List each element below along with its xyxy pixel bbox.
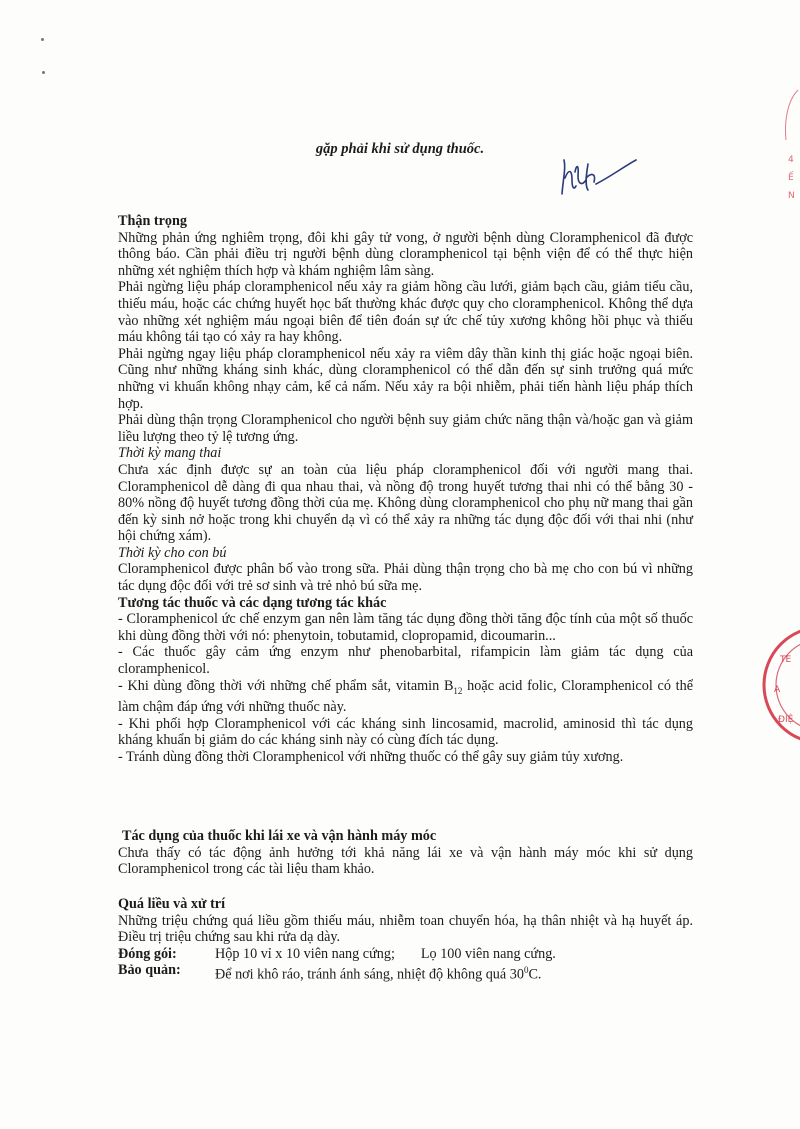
paragraph: Cloramphenicol được phân bố vào trong sữa. Phải dùng thận trọng cho bà mẹ cho con bú vì những tác dụng độc đối với trẻ sơ sinh và trẻ nhỏ bú sữa mẹ. bbox=[118, 561, 693, 595]
svg-text:TE: TE bbox=[780, 655, 792, 665]
list-item bbox=[118, 678, 693, 716]
bao-quan-label: Bảo quản: bbox=[118, 962, 181, 979]
bao-quan-row bbox=[118, 962, 693, 983]
paragraph: Phải ngừng liệu pháp cloramphenicol nếu xảy ra giảm hồng cầu lưới, giảm bạch cầu, giảm tiểu cầu, thiếu máu, hoặc các chứng huyết học bất thường khác được quy cho cloramphenicol. Không thể dựa vào những xét nghiệm máu ngoại biên để tiên đoán sự ức chế tủy xương không hồi phục và thiếu máu không tái tạo có xảy ra hay không. bbox=[118, 279, 693, 346]
list-item-text: - Khi dùng đồng thời với những chế phẩm sắt, vitamin B bbox=[118, 677, 454, 694]
paragraph: Những triệu chứng quá liều gồm thiếu máu, nhiễm toan chuyển hóa, hạ thân nhiệt và hạ huyết áp. Điều trị triệu chứng sau khi rửa dạ dày. bbox=[118, 912, 693, 946]
list-item-text: hoặc acid folic, Cloramphenicol có thể làm chậm đáp ứng với những thuốc này. bbox=[118, 677, 693, 716]
subscript: 12 bbox=[453, 685, 463, 696]
section-title: Tương tác thuốc và các dạng tương tác khác bbox=[118, 594, 387, 611]
list-item: - Khi phối hợp Cloramphenicol với các kháng sinh lincosamid, macrolid, aminosid thì tác dụng kháng khuẩn bị giảm do các kháng sinh này có cùng đích tác dụng. bbox=[118, 715, 693, 749]
svg-text:N: N bbox=[788, 191, 795, 201]
dong-goi-row bbox=[118, 946, 693, 963]
dong-goi-value bbox=[215, 946, 556, 963]
scan-speck bbox=[42, 71, 45, 74]
list-item: - Cloramphenicol ức chế enzym gan nên làm tăng tác dụng đồng thời tăng độc tính của một số thuốc khi dùng đồng thời với nó: phenytoin, tobutamid, clopropamid, dicoumarin... bbox=[118, 611, 693, 644]
section-title: Quá liều và xử trí bbox=[118, 896, 226, 912]
qua-lieu-section bbox=[118, 896, 693, 984]
paragraph: Chưa thấy có tác động ảnh hưởng tới khả năng lái xe và vận hành máy móc khi sử dụng Cloramphenicol trong các tài liệu tham khảo. bbox=[118, 844, 693, 878]
bao-quan-value bbox=[215, 962, 541, 983]
svg-text:Ế: Ế bbox=[788, 173, 794, 183]
section-title: Tác dụng của thuốc khi lái xe và vận hành máy móc bbox=[122, 828, 437, 844]
scan-speck bbox=[41, 38, 44, 41]
dong-goi-label: Đóng gói: bbox=[118, 945, 177, 962]
section-title: Thận trọng bbox=[118, 213, 187, 229]
superscript: 0 bbox=[523, 965, 529, 976]
list-item: - Tránh dùng đồng thời Cloramphenicol với những thuốc có thể gây suy giảm tủy xương. bbox=[118, 748, 624, 765]
bao-quan-text: C. bbox=[528, 967, 542, 984]
paragraph: Chưa xác định được sự an toàn của liệu pháp cloramphenicol đối với người mang thai. Cloramphenicol dễ dàng đi qua nhau thai, và nồng độ trong huyết tương thai nhi có thể bằng 30 - 80% nồng độ huyết tương đồng thời của mẹ. Không dùng cloramphenicol cho phụ nữ mang thai gần đến kỳ sinh nở hoặc trong khi chuyển dạ vì có thể xảy ra những tác dụng độc đối với thai nhi (như hội chứng xám). bbox=[118, 461, 693, 545]
svg-text:A: A bbox=[774, 685, 781, 695]
lai-xe-section bbox=[118, 828, 693, 878]
dong-goi-option: Hộp 10 vỉ x 10 viên nang cứng; bbox=[215, 945, 395, 962]
paragraph: Những phản ứng nghiêm trọng, đôi khi gây tử vong, ở người bệnh dùng Cloramphenicol đã được thông báo. Cần phải điều trị người bệnh dùng cloramphenicol tại bệnh viện để có thể thực hiện những xét nghiệm thích hợp và khám nghiệm lâm sàng. bbox=[118, 229, 693, 279]
subsection-title: Thời kỳ mang thai bbox=[118, 445, 222, 462]
stamp-fragment-icon bbox=[770, 80, 800, 220]
svg-text:ĐIỆ: ĐIỆ bbox=[778, 715, 794, 725]
subsection-title: Thời kỳ cho con bú bbox=[118, 544, 227, 561]
than-trong-section bbox=[118, 213, 693, 765]
red-stamp-icon bbox=[760, 610, 800, 760]
bao-quan-text: Để nơi khô ráo, tránh ánh sáng, nhiệt độ không quá 30 bbox=[215, 967, 524, 984]
svg-text:4: 4 bbox=[788, 155, 794, 165]
paragraph: Phải dùng thận trọng Cloramphenicol cho người bệnh suy giảm chức năng thận và/hoặc gan và giảm liều lượng theo tỷ lệ tương ứng. bbox=[118, 412, 693, 445]
signature-icon bbox=[548, 150, 648, 210]
paragraph: Phải ngừng ngay liệu pháp cloramphenicol nếu xảy ra viêm dây thần kinh thị giác hoặc ngoại biên. Cũng như những kháng sinh khác, dùng cloramphenicol có thể dẫn đến sự sinh trưởng quá mức những vi khuẩn không nhạy cảm, kể cả nấm. Nếu xảy ra bội nhiễm, phải tiến hành liệu pháp thích hợp. bbox=[118, 345, 693, 412]
list-item: - Các thuốc gây cảm ứng enzym như phenobarbital, rifampicin làm giảm tác dụng của cloramphenicol. bbox=[118, 644, 693, 678]
continued-heading: gặp phải khi sử dụng thuốc. bbox=[315, 141, 485, 157]
dong-goi-option: Lọ 100 viên nang cứng. bbox=[420, 945, 556, 962]
